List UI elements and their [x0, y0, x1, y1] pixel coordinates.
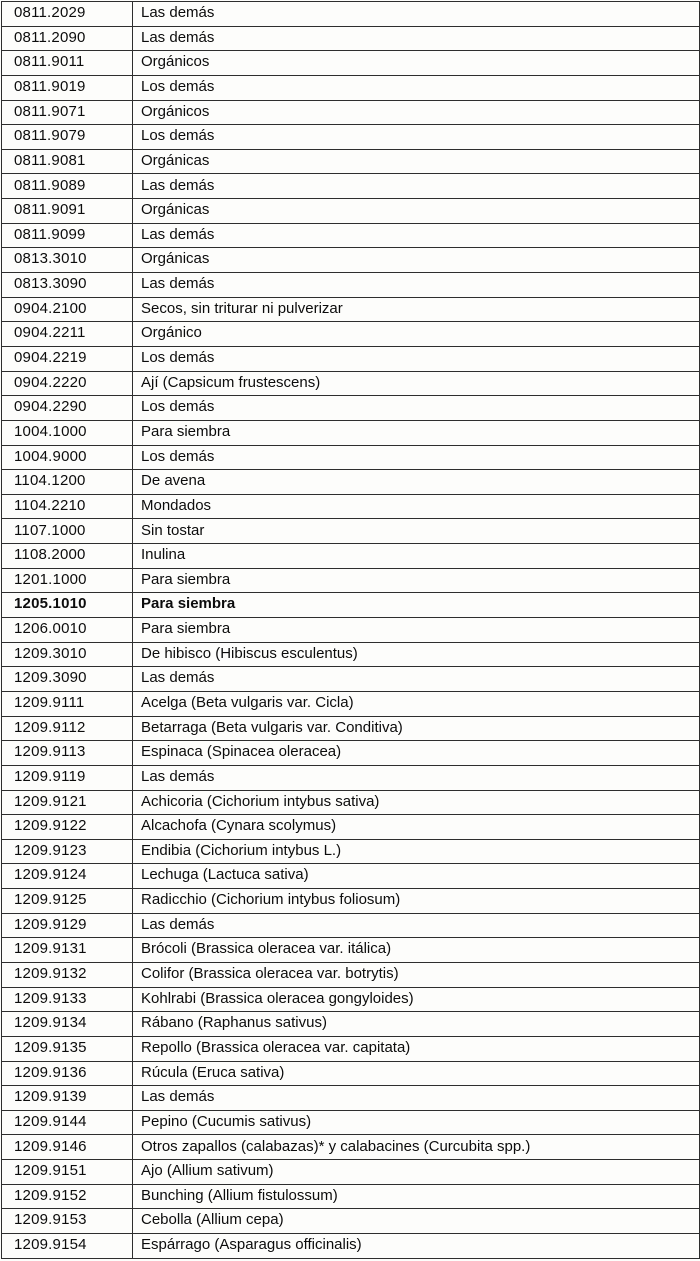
description-cell: Cebolla (Allium cepa) [133, 1209, 700, 1234]
table-row [2, 494, 700, 519]
table-row [2, 593, 700, 618]
code-cell: 1209.9131 [2, 938, 133, 963]
description-cell: Brócoli (Brassica oleracea var. itálica) [133, 938, 700, 963]
code-cell: 1209.9123 [2, 839, 133, 864]
code-cell: 1004.1000 [2, 420, 133, 445]
table-row [2, 1184, 700, 1209]
code-cell: 1209.9151 [2, 1160, 133, 1185]
code-cell: 1209.9135 [2, 1036, 133, 1061]
description-cell: Para siembra [133, 420, 700, 445]
description-cell: Orgánicas [133, 248, 700, 273]
code-cell: 1209.9132 [2, 962, 133, 987]
code-cell: 0811.9089 [2, 174, 133, 199]
table-row [2, 1234, 700, 1259]
table-row [2, 248, 700, 273]
table-row [2, 864, 700, 889]
code-cell: 1209.3010 [2, 642, 133, 667]
table-row [2, 642, 700, 667]
code-cell: 0811.9081 [2, 149, 133, 174]
description-cell: Espinaca (Spinacea oleracea) [133, 741, 700, 766]
table-row [2, 420, 700, 445]
description-cell: Los demás [133, 125, 700, 150]
description-cell: Orgánico [133, 322, 700, 347]
table-row [2, 913, 700, 938]
code-cell: 0811.9011 [2, 51, 133, 76]
description-cell: Las demás [133, 765, 700, 790]
code-cell: 1209.9122 [2, 815, 133, 840]
description-cell: De avena [133, 470, 700, 495]
table-row [2, 1036, 700, 1061]
description-cell: Orgánicas [133, 149, 700, 174]
code-cell: 1209.9125 [2, 889, 133, 914]
description-cell: Orgánicos [133, 100, 700, 125]
table-row [2, 938, 700, 963]
description-cell: Las demás [133, 26, 700, 51]
code-cell: 1209.9112 [2, 716, 133, 741]
code-cell: 1206.0010 [2, 618, 133, 643]
code-cell: 1209.9124 [2, 864, 133, 889]
description-cell: Los demás [133, 396, 700, 421]
code-cell: 1209.9119 [2, 765, 133, 790]
code-cell: 0811.9099 [2, 223, 133, 248]
table-row [2, 26, 700, 51]
code-cell: 1209.9152 [2, 1184, 133, 1209]
code-cell: 0811.9091 [2, 199, 133, 224]
table-row [2, 322, 700, 347]
code-cell: 0813.3010 [2, 248, 133, 273]
description-cell: Mondados [133, 494, 700, 519]
description-cell: Acelga (Beta vulgaris var. Cicla) [133, 691, 700, 716]
description-cell: Rúcula (Eruca sativa) [133, 1061, 700, 1086]
code-cell: 1209.9111 [2, 691, 133, 716]
code-cell: 0904.2100 [2, 297, 133, 322]
code-cell: 0813.3090 [2, 273, 133, 298]
description-cell: Las demás [133, 1086, 700, 1111]
code-cell: 0811.9071 [2, 100, 133, 125]
code-cell: 1209.9133 [2, 987, 133, 1012]
description-cell: Las demás [133, 2, 700, 27]
description-cell: Los demás [133, 346, 700, 371]
table-row [2, 618, 700, 643]
code-cell: 0811.9079 [2, 125, 133, 150]
table-row [2, 716, 700, 741]
code-cell: 1209.9113 [2, 741, 133, 766]
code-cell: 0811.9019 [2, 75, 133, 100]
description-cell: Radicchio (Cichorium intybus foliosum) [133, 889, 700, 914]
table-row [2, 223, 700, 248]
code-cell: 1209.9136 [2, 1061, 133, 1086]
description-cell: Las demás [133, 223, 700, 248]
code-cell: 0904.2220 [2, 371, 133, 396]
table-row [2, 297, 700, 322]
code-cell: 1209.9121 [2, 790, 133, 815]
description-cell: Las demás [133, 913, 700, 938]
table-row [2, 815, 700, 840]
code-cell: 1209.9134 [2, 1012, 133, 1037]
description-cell: Kohlrabi (Brassica oleracea gongyloides) [133, 987, 700, 1012]
description-cell: Secos, sin triturar ni pulverizar [133, 297, 700, 322]
tariff-code-table [1, 1, 700, 1259]
table-row [2, 199, 700, 224]
code-cell: 1107.1000 [2, 519, 133, 544]
code-cell: 1209.9154 [2, 1234, 133, 1259]
table-row [2, 839, 700, 864]
table-row [2, 125, 700, 150]
code-cell: 1209.9144 [2, 1110, 133, 1135]
description-cell: Rábano (Raphanus sativus) [133, 1012, 700, 1037]
code-cell: 1209.9129 [2, 913, 133, 938]
description-cell: Los demás [133, 75, 700, 100]
description-cell: Ajo (Allium sativum) [133, 1160, 700, 1185]
description-cell: De hibisco (Hibiscus esculentus) [133, 642, 700, 667]
description-cell: Los demás [133, 445, 700, 470]
description-cell: Achicoria (Cichorium intybus sativa) [133, 790, 700, 815]
code-cell: 1209.9153 [2, 1209, 133, 1234]
table-row [2, 1061, 700, 1086]
table-row [2, 51, 700, 76]
table-row [2, 174, 700, 199]
table-row [2, 568, 700, 593]
code-cell: 1104.2210 [2, 494, 133, 519]
table-row [2, 741, 700, 766]
table-row [2, 544, 700, 569]
table-row [2, 273, 700, 298]
description-cell: Para siembra [133, 568, 700, 593]
description-cell: Otros zapallos (calabazas)* y calabacines (Curcubita spp.) [133, 1135, 700, 1160]
code-cell: 1209.3090 [2, 667, 133, 692]
code-cell: 0904.2211 [2, 322, 133, 347]
table-row [2, 149, 700, 174]
table-row [2, 987, 700, 1012]
description-cell: Las demás [133, 667, 700, 692]
description-cell: Para siembra [133, 593, 700, 618]
code-cell: 1004.9000 [2, 445, 133, 470]
description-cell: Endibia (Cichorium intybus L.) [133, 839, 700, 864]
description-cell: Colifor (Brassica oleracea var. botrytis) [133, 962, 700, 987]
description-cell: Bunching (Allium fistulossum) [133, 1184, 700, 1209]
code-cell: 1104.1200 [2, 470, 133, 495]
table-row [2, 691, 700, 716]
table-row [2, 75, 700, 100]
code-cell: 0904.2219 [2, 346, 133, 371]
description-cell: Las demás [133, 174, 700, 199]
code-cell: 0811.2090 [2, 26, 133, 51]
description-cell: Pepino (Cucumis sativus) [133, 1110, 700, 1135]
table-row [2, 1012, 700, 1037]
table-row [2, 889, 700, 914]
table-row [2, 790, 700, 815]
table-row [2, 100, 700, 125]
code-cell: 1201.1000 [2, 568, 133, 593]
description-cell: Para siembra [133, 618, 700, 643]
description-cell: Alcachofa (Cynara scolymus) [133, 815, 700, 840]
description-cell: Orgánicas [133, 199, 700, 224]
code-cell: 1108.2000 [2, 544, 133, 569]
description-cell: Orgánicos [133, 51, 700, 76]
description-cell: Espárrago (Asparagus officinalis) [133, 1234, 700, 1259]
table-row [2, 1160, 700, 1185]
table-row [2, 667, 700, 692]
description-cell: Ají (Capsicum frustescens) [133, 371, 700, 396]
table-row [2, 371, 700, 396]
code-cell: 1209.9146 [2, 1135, 133, 1160]
table-row [2, 1110, 700, 1135]
table-row [2, 1086, 700, 1111]
table-row [2, 396, 700, 421]
table-row [2, 519, 700, 544]
code-cell: 1205.1010 [2, 593, 133, 618]
description-cell: Betarraga (Beta vulgaris var. Conditiva) [133, 716, 700, 741]
code-cell: 1209.9139 [2, 1086, 133, 1111]
table-row [2, 2, 700, 27]
table-row [2, 765, 700, 790]
description-cell: Sin tostar [133, 519, 700, 544]
table-body [2, 2, 700, 1259]
table-row [2, 346, 700, 371]
description-cell: Las demás [133, 273, 700, 298]
table-row [2, 962, 700, 987]
description-cell: Repollo (Brassica oleracea var. capitata) [133, 1036, 700, 1061]
table-row [2, 1135, 700, 1160]
code-cell: 0904.2290 [2, 396, 133, 421]
table-row [2, 1209, 700, 1234]
description-cell: Lechuga (Lactuca sativa) [133, 864, 700, 889]
code-cell: 0811.2029 [2, 2, 133, 27]
description-cell: Inulina [133, 544, 700, 569]
table-row [2, 470, 700, 495]
table-row [2, 445, 700, 470]
